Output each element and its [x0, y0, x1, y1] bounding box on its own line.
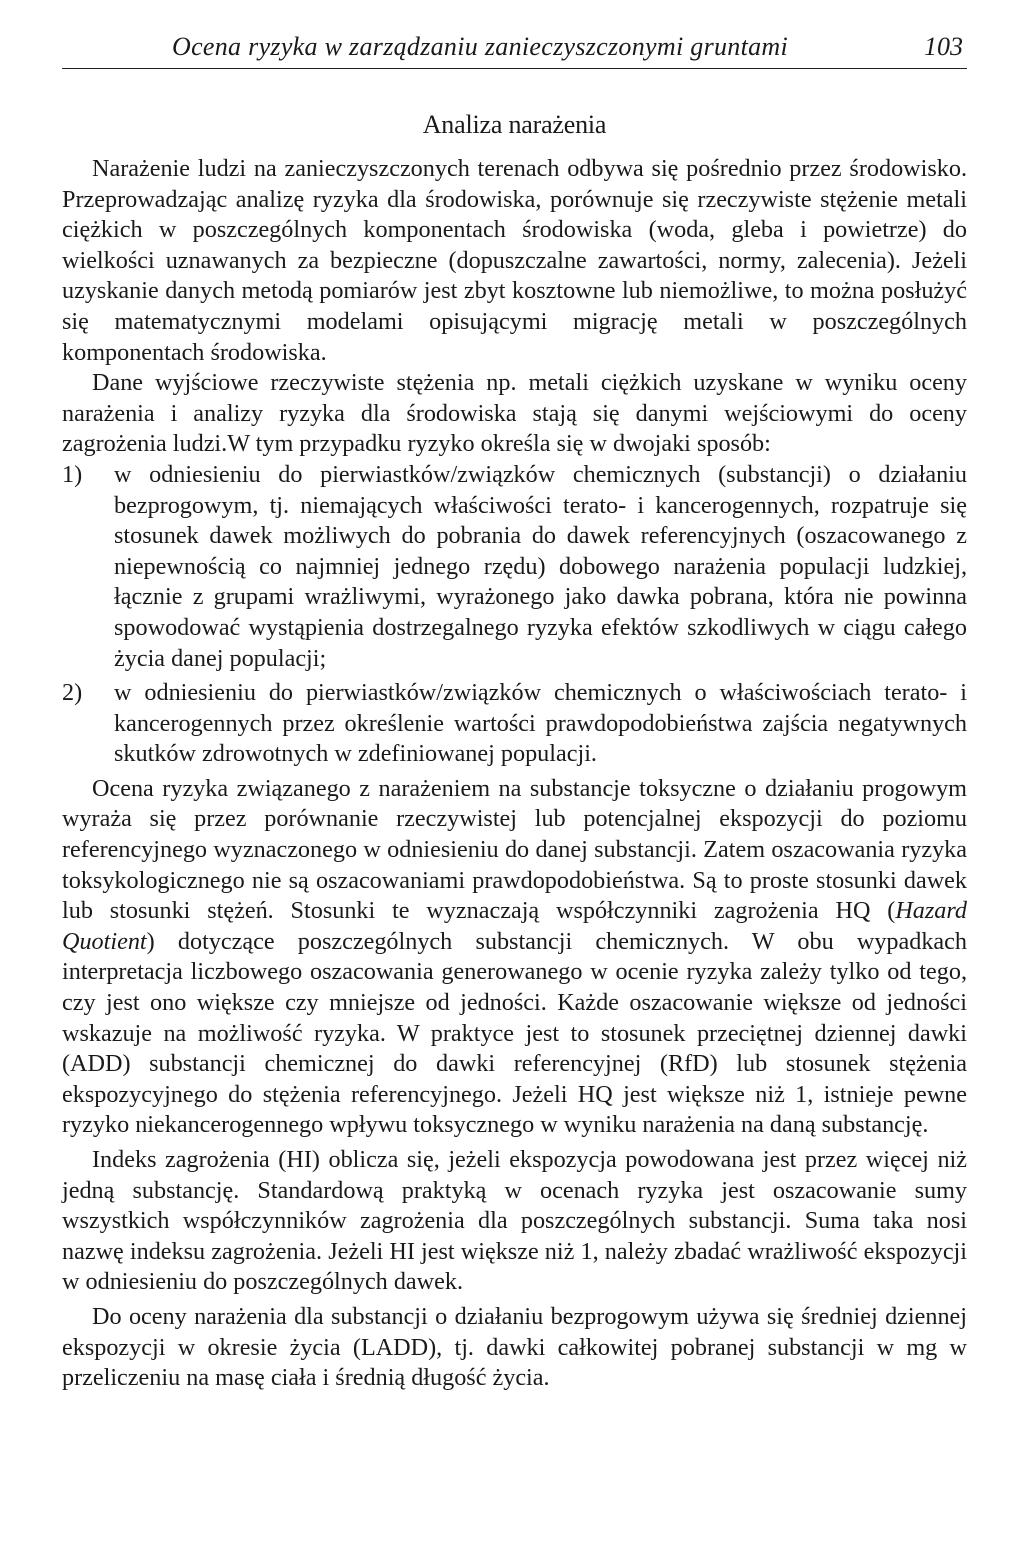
running-header [62, 28, 967, 69]
running-title: Ocena ryzyka w zarządzaniu zanieczyszczonymi gruntami [172, 32, 789, 61]
list-item-text: w odniesieniu do pierwiastków/związków chemicznych (substancji) o działaniu bezprogowym, tj. niemających właściwości terato- i kancerogennych, rozpatruje się stosunek dawek możliwych do pobrania do dawek referencyjnych (oszacowanego z niepewnością co najmniej jednego rzędu) dobowego narażenia populacji ludzkiej, łącznie z grupami wrażliwymi, wyrażonego jako dawka pobrana, która nie powinna spowodować wystąpienia dostrzegalnego ryzyka efektów szkodliwych w ciągu całego życia danej populacji; [114, 460, 967, 672]
hazard-quotient-term: Hazard Quotient [62, 897, 967, 955]
list-item-carcinogenic [62, 678, 967, 770]
page-number: 103 [924, 32, 963, 61]
paragraph-hazard-index: Indeks zagrożenia (HI) oblicza się, jeżeli ekspozycja powodowana jest przez więcej niż jedną substancję. Standardową praktyką w ocenach ryzyka jest oszacowanie sumy wszystkich współczynników zagrożenia dla poszczególnych substancji. Suma taka nosi nazwę indeksu zagrożenia. Jeżeli HI jest większe niż 1, należy zbadać wrażliwość ekspozycji w odniesieniu do poszczególnych dawek. [62, 1146, 967, 1296]
paragraph-ladd: Do oceny narażenia dla substancji o działaniu bezprogowym używa się średniej dziennej ekspozycji w okresie życia (LADD), tj. dawki całkowitej pobranej substancji w mg w przeliczeniu na masę ciała i średnią długość życia. [62, 1302, 967, 1392]
section-title: Analiza narażenia [422, 110, 607, 139]
paragraph-threshold-risk [62, 774, 967, 1141]
list-marker: 1) [62, 460, 83, 488]
paragraph-input-data: Dane wyjściowe rzeczywiste stężenia np. metali ciężkich uzyskane w wyniku oceny narażenia i analizy ryzyka dla środowiska stają się danymi wejściowymi do oceny zagrożenia ludzi.W tym przypadku ryzyko określa się w dwojaki sposób: [62, 369, 967, 458]
body-text [62, 154, 967, 1394]
paragraph-exposure-intro: Narażenie ludzi na zanieczyszczonych terenach odbywa się pośrednio przez środowisko. Przeprowadzając analizę ryzyka dla środowiska, porównuje się rzeczywiste stężenie metali ciężkich w poszczególnych komponentach środowiska (woda, gleba i powietrze) do wielkości uznawanych za bezpieczne (dopuszczalne zawartości, normy, zalecenia). Jeżeli uzyskanie danych metodą pomiarów jest zbyt kosztowne lub niemożliwe, to można posłużyć się matematycznymi modelami opisującymi migrację metali w poszczególnych komponentach środowiska. [62, 155, 967, 366]
paragraph-text: ) dotyczące poszczególnych substancji chemicznych. W obu wypadkach interpretacja liczbowego oszacowania generowanego w ocenie ryzyka zależy tylko od tego, czy jest ono większe czy mniejsze od jedności. Każde oszacowanie większe od jedności wskazuje na możliwość ryzyka. W praktyce jest to stosunek przeciętnej dziennej dawki (ADD) substancji chemicznej do dawki referencyjnej (RfD) lub stosunek stężenia ekspozycyjnego do stężenia referencyjnego. Jeżeli HQ jest większe niż 1, istnieje pewne ryzyko niekancerogennego wpływu toksycznego w wyniku narażenia na daną substancję. [62, 927, 967, 1139]
list-item-text: w odniesieniu do pierwiastków/związków chemicznych o właściwościach terato- i kancerogennych przez określenie wartości prawdopodobieństwa zajścia negatywnych skutków zdrowotnych w zdefiniowanej populacji. [114, 679, 967, 768]
list-marker: 2) [62, 679, 83, 707]
list-item-nonthreshold [62, 460, 967, 674]
paragraph-text: Ocena ryzyka związanego z narażeniem na substancje toksyczne o działaniu progowym wyraża się przez porównanie rzeczywistej lub potencjalnej ekspozycji do poziomu referencyjnego wyznaczonego w odniesieniu do danej substancji. Zatem oszacowania ryzyka toksykologicznego nie są oszacowaniami prawdopodobieństwa. Są to proste stosunki dawek lub stosunki stężeń. Stosunki te wyznaczają współczynniki zagrożenia HQ ( [62, 774, 967, 925]
